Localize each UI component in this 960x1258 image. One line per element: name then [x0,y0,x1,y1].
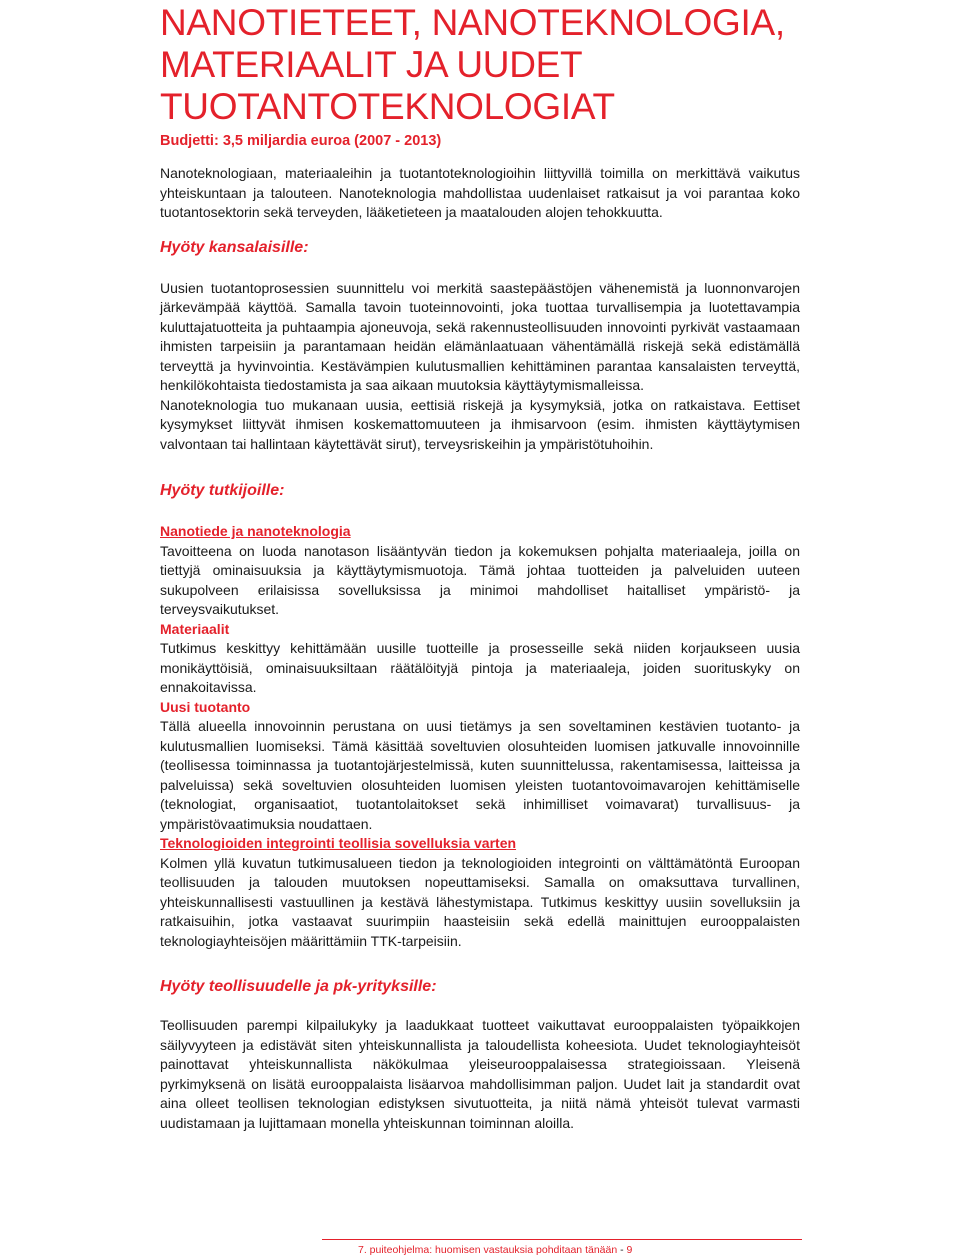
citizens-paragraph-2: Nanoteknologia tuo mukanaan uusia, eettisiä riskejä ja kysymyksiä, jotka on ratkaistava. Eettiset kysymykset liittyvät ihmisen koskemattomuuteen ja ihmisarvoon (esim. ihmisten käyttäytymisen valvontaan tai hallintaan käytettävät sirut), terveysriskeihin ja ympäristötuhoihin. [160,396,800,452]
topic-materials: Materiaalit [160,620,230,637]
title-line-1: NANOTIETEET, NANOTEKNOLOGIA, [160,2,785,43]
topic-nanoscience: Nanotiede ja nanoteknologia [160,523,351,539]
page-title [160,0,800,128]
topic-new-production-text: Tällä alueella innovoinnin perustana on uusi tietämys ja sen soveltaminen kestävien tuotanto- ja kulutusmallien luomiseksi. Tämä käsittää soveltuvien olosuhteiden luomisen jatkuvalle innovoinnille (teollisessa toiminnassa ja tuotantojärjestelmissä, kuten suunnittelussa, rakentamisessa, laitteissa ja palveluissa) sekä soveltuvien olosuhteiden luomisen yleisten tuotantovoimavarojen kehittämiselle (teknologiat, organisaatiot, tuotantolaitokset sekä inhimilliset voimavarat) turvallisuus- ja ympäristövaatimuksia noudattaen. [160,718,800,832]
intro-paragraph: Nanoteknologiaan, materiaaleihin ja tuotantoteknologioihin liittyvillä toimilla on merkittävä vaikutus yhteiskuntaan ja talouteen. Nanoteknologia mahdollistaa uudenlaiset ratkaisut ja voi parantaa koko tuotantosektorin sekä terveyden, lääketieteen ja maatalouden alojen tehokkuutta. [160,165,800,220]
industry-heading: Hyöty teollisuudelle ja pk-yrityksille: [160,978,437,995]
footer-separator: - [620,1244,624,1256]
topic-integration: Teknologioiden integrointi teollisia sovelluksia varten [160,835,517,851]
citizens-paragraph-1: Uusien tuotantoprosessien suunnittelu voi merkitä saastepäästöjen vähenemistä ja luonnonvarojen järkevämpää käyttöä. Samalla tavoin tuoteinnovointi, joka tuottaa turvallisempia ja luotettavampia kuluttajatuotteita ja puhtaampia ajoneuvoja, sekä rakennusteollisuuden innovointi pyrkivät vastaamaan ihmisten tarpeisiin ja parantamaan heidän elämänlaatuaan vähentämällä riskejä sekä edistämällä terveyttä ja hyvinvointia. Kestävämpien kulutusmallien kehittäminen parantaa kansalaisten terveyttä, henkilökohtaista tiedostamista ja saa aikaan muutoksia käyttäytymismalleissa. [160,279,800,393]
topic-new-production: Uusi tuotanto [160,698,251,715]
topic-materials-text: Tutkimus keskittyy kehittämään uusille tuotteille ja prosesseille sekä niiden korjaukseen uusia monikäyttöisiä, ominaisuuksiltaan räätälöityjä pintoja ja materiaaleja, joiden suorituskyky on ennakoitavissa. [160,640,800,695]
document-page [160,0,800,1133]
topic-nanoscience-text: Tavoitteena on luoda nanotason lisääntyvän tiedon ja kokemuksen pohjalta materiaaleja, joilla on tiettyjä ominaisuuksia ja käyttäytymismuotoja. Tämä johtaa tuotteiden ja palveluiden uuteen sukupolveen erilaisissa sovelluksissa ja minimoi mahdolliset haitalliset ympäristö- ja terveysvaikutukset. [160,542,800,617]
title-line-3: TUOTANTOTEKNOLOGIAT [160,86,615,127]
topic-integration-text: Kolmen yllä kuvatun tutkimusalueen tiedon ja teknologioiden integrointi on välttämätöntä Euroopan teollisuuden ja talouden muutoksen nopeuttamiseksi. Samalla on omaksuttava turvallinen, yhteiskunnallisesti vastuullinen ja kestävä lähestymistapa. Tutkimus keskittyy uusiin sovelluksiin ja ratkaisuihin, jotka vastaavat suurimpiin haasteisiin sekä edellä mainittujen eurooppalaisten teknologiayhteisöjen määrittämiin TTK-tarpeisiin. [160,854,800,949]
page-number: 9 [626,1244,633,1256]
industry-paragraph: Teollisuuden parempi kilpailukyky ja laadukkaat tuotteet vaikuttavat eurooppalaisten työpaikkojen säilyvyyteen ja edistävät siten yhteiskunnallista ja taloudellista koheesiota. Uudet teknologiayhteisöt painottavat yhteiskunnallista näkökulmaa yleiseurooppalaisessa strategioissaan. Yleisenä pyrkimyksenä on lisätä eurooppalaista lisäarvoa mahdollisimman paljon. Uudet lait ja standardit ovat aina olleet teollisen teknologian edistyksen sivutuotteita, ja niitä nämä yhteisöt tulevat varmasti uudistamaan ja lujittamaan monella yhteiskunnan toiminnan aloilla. [160,1017,800,1131]
footer-rule [322,1239,802,1240]
researchers-heading: Hyöty tutkijoille: [160,482,285,499]
footer-text: 7. puiteohjelma: huomisen vastauksia pohditaan tänään [358,1244,618,1256]
title-line-2: MATERIAALIT JA UUDET [160,44,583,85]
budget-line: Budjetti: 3,5 miljardia euroa (2007 - 2013) [160,133,442,149]
citizens-heading: Hyöty kansalaisille: [160,238,309,256]
page-footer [358,1244,632,1256]
